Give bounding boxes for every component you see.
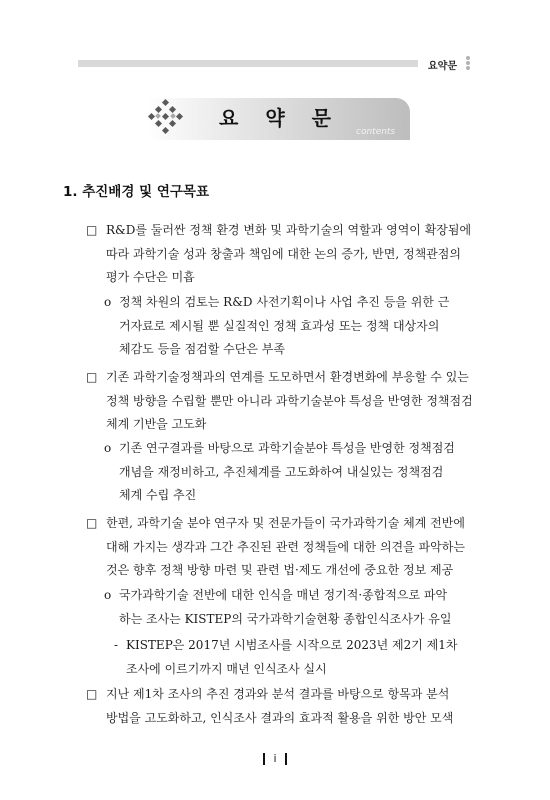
paragraph — [106, 219, 482, 290]
page-title: 요 약 문 — [219, 106, 341, 130]
paragraph — [106, 512, 482, 583]
page-number-text: i — [273, 752, 277, 765]
page-number — [0, 752, 550, 765]
paragraph-line: 국가과학기술 전반에 대한 인식을 매년 정기적·종합적으로 파악 — [119, 588, 448, 602]
paragraph-line: R&D를 둘러싼 정책 환경 변화 및 과학기술의 역할과 영역이 확장됨에 — [106, 223, 472, 237]
circle-bullet: o — [104, 588, 112, 602]
paragraph-line: 정책 방향을 수립할 뿐만 아니라 과학기술분야 특성을 반영한 정책점검 — [106, 393, 473, 408]
paragraph-line: 기존 연구결과를 바탕으로 과학기술분야 특성을 반영한 정책점검 — [119, 441, 455, 455]
paragraph-line: 기존 과학기술정책과의 연계를 도모하면서 환경변화에 부응할 수 있는 — [106, 370, 469, 384]
paragraph-line: 체감도 등을 점검할 수단은 부족 — [119, 342, 285, 356]
paragraph-line: KISTEP은 2017년 시범조사를 시작으로 2023년 제2기 제1차 — [126, 638, 458, 652]
running-header-title: 요약문 — [428, 61, 457, 72]
circle-bullet: o — [104, 441, 112, 455]
paragraph — [119, 291, 479, 362]
square-bullet: □ — [86, 687, 98, 701]
square-bullet: □ — [86, 516, 98, 530]
paragraph-line: 것은 향후 정책 방향 마련 및 관련 법·제도 개선에 중요한 정보 제공 — [106, 563, 454, 577]
paragraph-line: 정책 차원의 검토는 R&D 사전기획이나 사업 추진 등을 위한 근 — [119, 295, 450, 309]
square-bullet: □ — [86, 223, 98, 237]
paragraph-line: 방법을 고도화하고, 인식조사 결과의 효과적 활용을 위한 방안 모색 — [106, 710, 454, 725]
paragraph-line: 지난 제1차 조사의 추진 경과와 분석 결과를 바탕으로 항목과 분석 — [106, 687, 450, 701]
paragraph-line: 개념을 재정비하고, 추진체계를 고도화하여 내실있는 정책점검 — [119, 464, 444, 479]
paragraph-line: 따라 과학기술 성과 창출과 책임에 대한 논의 증가, 반면, 정책관점의 — [106, 246, 461, 261]
header-rule — [78, 60, 418, 67]
paragraph-line: 조사에 이르기까지 매년 인식조사 실시 — [126, 661, 327, 676]
paragraph — [106, 683, 482, 730]
page-number-bar-left — [263, 753, 265, 765]
banner-subtitle: contents — [356, 127, 396, 137]
paragraph-line: 하는 조사는 KISTEP의 국가과학기술현황 종합인식조사가 유일 — [119, 611, 452, 626]
paragraph-line: 평가 수단은 미흡 — [106, 270, 195, 284]
paragraph — [119, 584, 479, 631]
page-number-bar-right — [285, 753, 287, 765]
square-bullet: □ — [86, 370, 98, 384]
paragraph-line: 체계 기반을 고도화 — [106, 417, 207, 431]
paragraph — [106, 366, 482, 437]
paragraph — [119, 437, 479, 508]
paragraph-line: 대해 가지는 생각과 그간 추진된 관련 정책들에 대한 의견을 파악하는 — [106, 539, 465, 554]
circle-bullet: o — [104, 295, 112, 309]
dash-bullet: - — [114, 638, 119, 652]
paragraph-line: 한편, 과학기술 분야 연구자 및 전문가들이 국가과학기술 체계 전반에 — [106, 516, 465, 530]
paragraph-line: 거자료로 제시될 뿐 실질적인 정책 효과성 또는 정책 대상자의 — [119, 318, 440, 333]
header-dots-icon — [466, 55, 472, 71]
paragraph — [126, 634, 478, 681]
section-heading: 1. 추진배경 및 연구목표 — [63, 184, 209, 200]
paragraph-line: 체계 수립 추진 — [119, 488, 197, 502]
